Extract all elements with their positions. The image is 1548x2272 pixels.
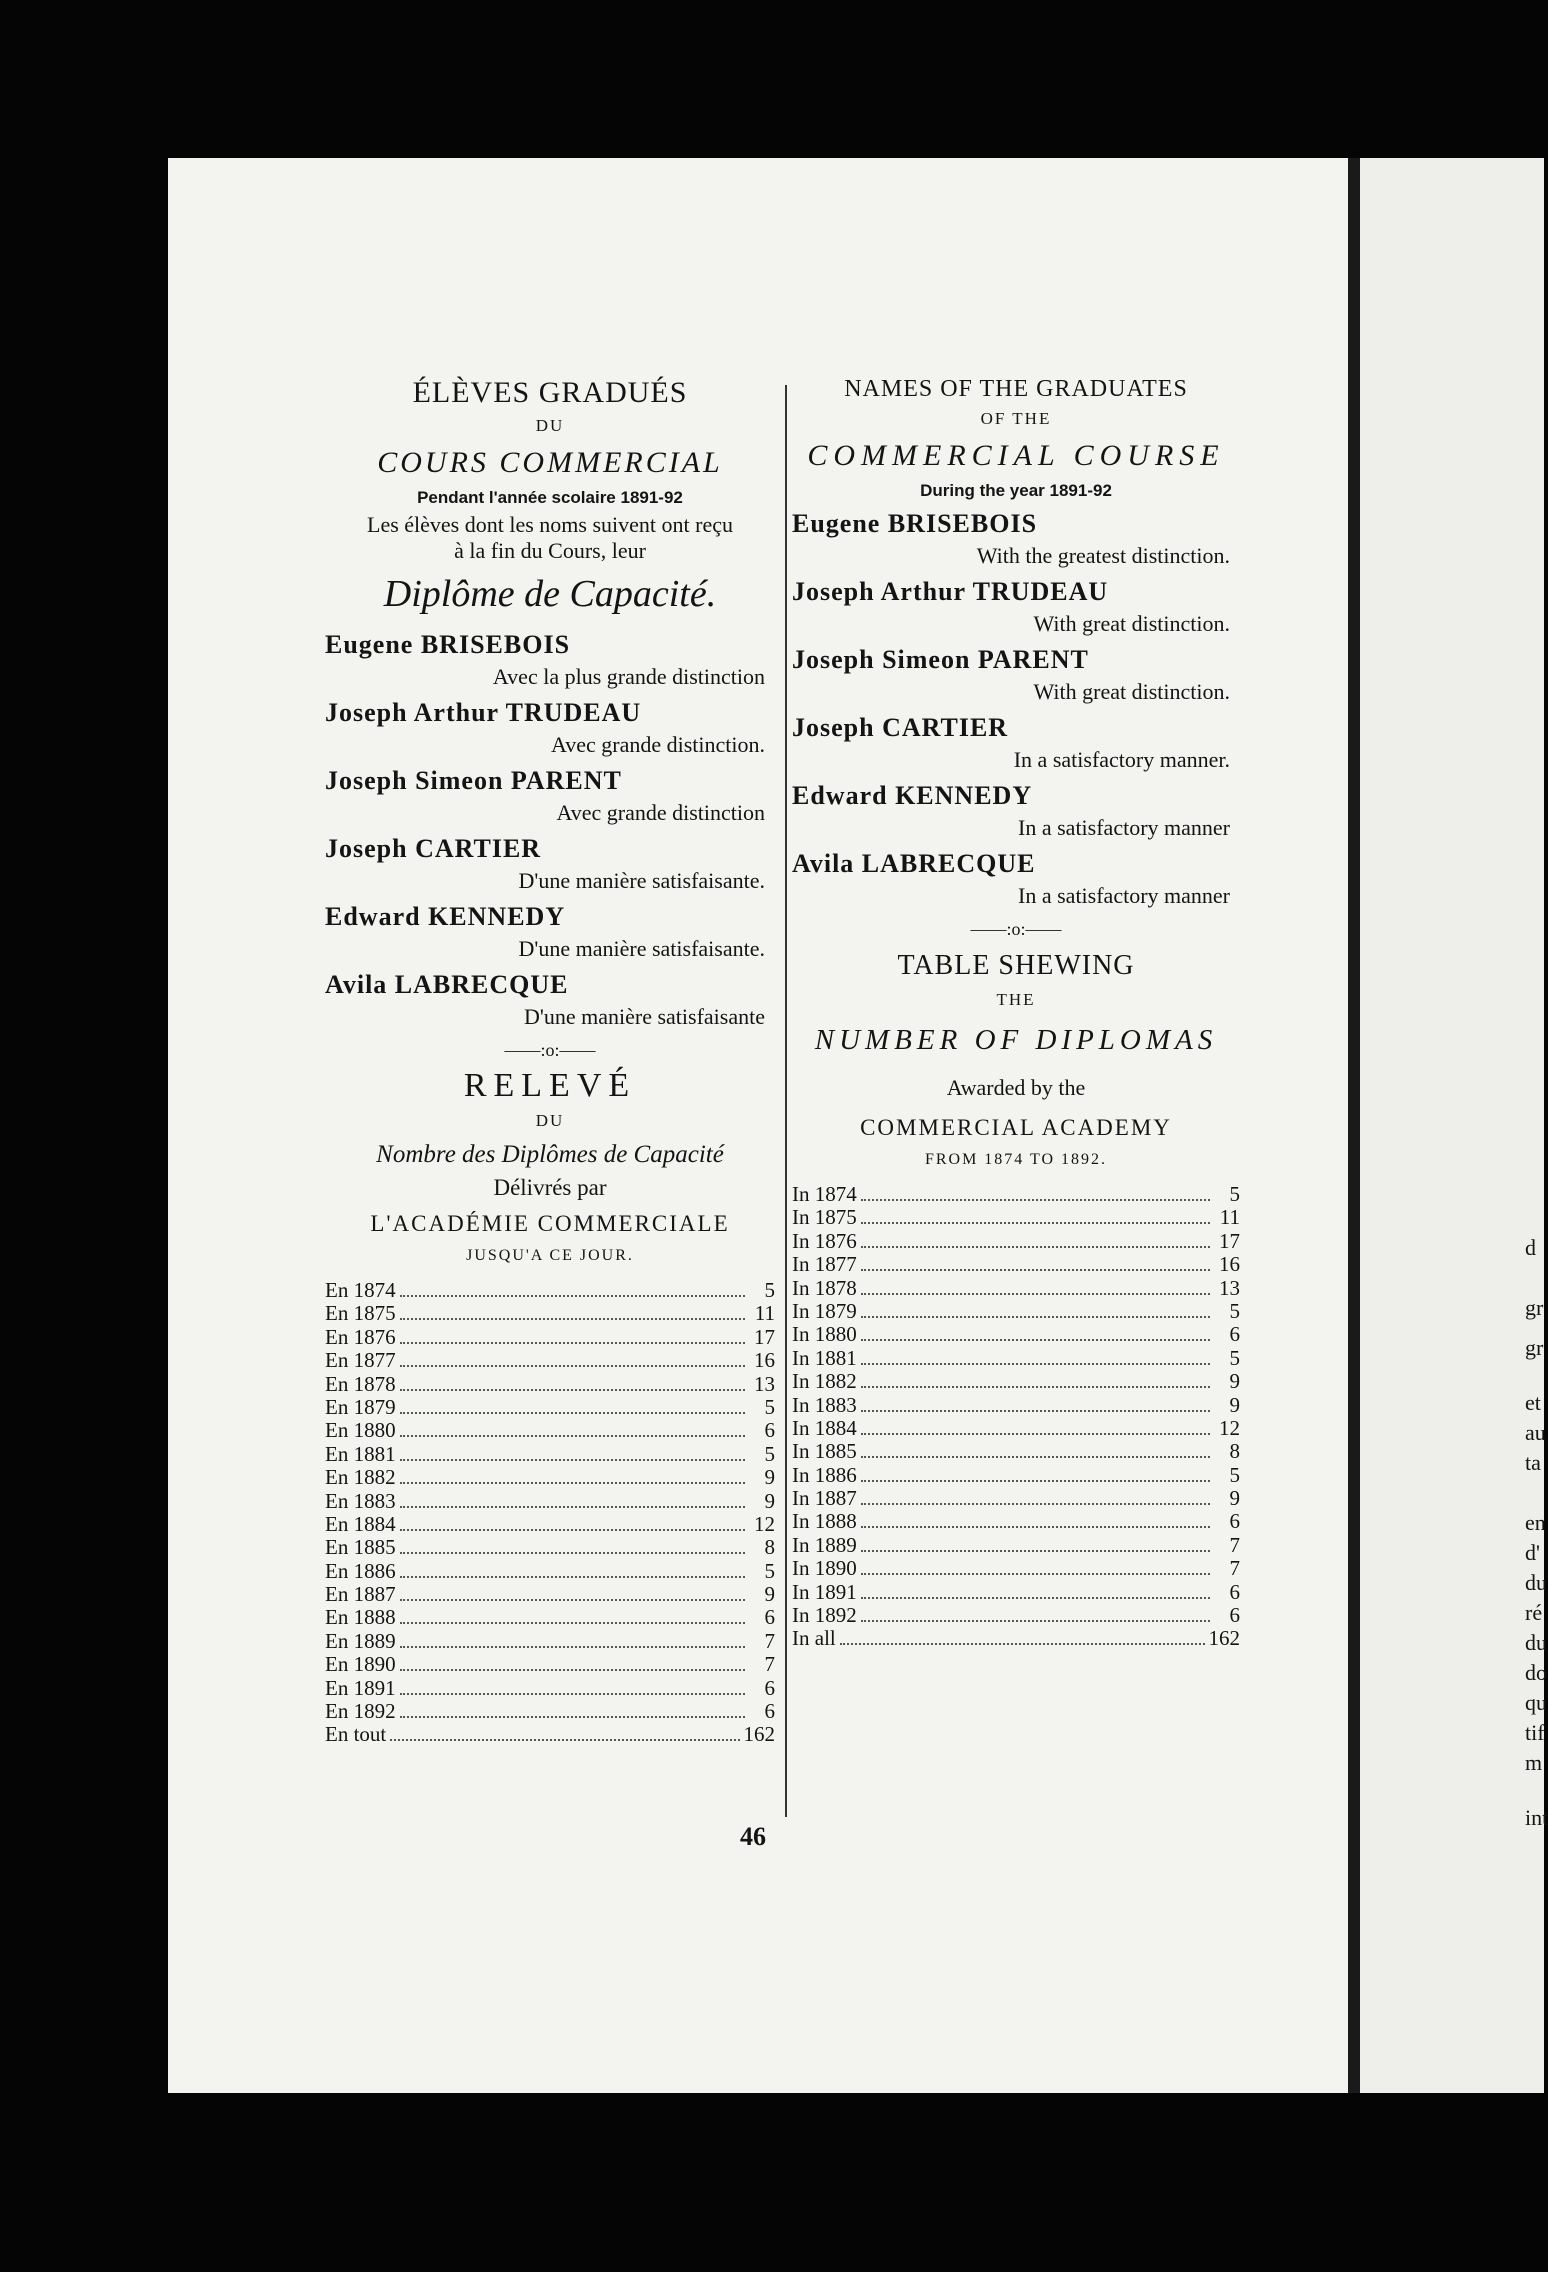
- graduate-entry: [325, 834, 775, 894]
- leader-dots: [861, 1550, 1210, 1552]
- table-row: [325, 1630, 775, 1653]
- leader-dots: [861, 1199, 1210, 1201]
- section-separator: ——:o:——: [504, 1040, 596, 1060]
- table-row: [325, 1279, 775, 1302]
- row-count: 8: [1229, 1439, 1240, 1464]
- row-count: 9: [764, 1488, 775, 1513]
- english-course-title: COMMERCIAL COURSE: [807, 439, 1225, 472]
- table-row: [792, 1604, 1240, 1627]
- table-row: [325, 1443, 775, 1466]
- row-count: 6: [1229, 1579, 1240, 1604]
- row-label: En 1892: [325, 1699, 396, 1724]
- row-label: En tout: [325, 1722, 387, 1747]
- english-column: [792, 368, 1240, 1651]
- graduate-entry: [325, 698, 775, 758]
- row-count: 9: [1229, 1369, 1240, 1394]
- row-label: In 1884: [792, 1415, 857, 1440]
- row-count: 7: [764, 1652, 775, 1677]
- row-count: 16: [754, 1348, 775, 1373]
- row-label: In 1887: [792, 1486, 857, 1511]
- leader-dots: [861, 1410, 1210, 1412]
- table-row: [792, 1417, 1240, 1440]
- row-count: 9: [764, 1465, 775, 1490]
- leader-dots: [861, 1339, 1210, 1341]
- graduate-entry: [325, 902, 775, 962]
- table-row: [792, 1277, 1240, 1300]
- awarded-by: Awarded by the: [946, 1075, 1086, 1100]
- graduate-name: Joseph Arthur TRUDEAU: [325, 698, 642, 727]
- table-row: [325, 1490, 775, 1513]
- row-label: In 1880: [792, 1322, 857, 1347]
- row-count: 5: [1229, 1462, 1240, 1487]
- releve-du: DU: [535, 1111, 565, 1130]
- graduate-mention: With great distinction.: [1033, 679, 1230, 704]
- graduate-mention: In a satisfactory manner: [1018, 883, 1230, 908]
- row-count: 6: [1229, 1322, 1240, 1347]
- row-count: 5: [764, 1394, 775, 1419]
- english-graduate-list: [792, 509, 1240, 909]
- leader-dots: [400, 1646, 745, 1648]
- leader-dots: [400, 1435, 745, 1437]
- row-label: In 1890: [792, 1556, 857, 1581]
- graduate-entry: [792, 509, 1240, 569]
- table-row: [792, 1464, 1240, 1487]
- leader-dots: [861, 1480, 1210, 1482]
- row-count: 7: [1229, 1556, 1240, 1581]
- row-count: 13: [754, 1371, 775, 1396]
- graduate-entry: [325, 970, 775, 1030]
- next-page-fragment: int: [1525, 1805, 1548, 1830]
- academy-title: COMMERCIAL ACADEMY: [860, 1115, 1172, 1140]
- row-label: En 1890: [325, 1652, 396, 1677]
- row-count: 12: [1219, 1415, 1240, 1440]
- next-page-fragment: ta: [1525, 1450, 1541, 1475]
- row-count: 7: [764, 1628, 775, 1653]
- row-label: En 1880: [325, 1418, 396, 1443]
- leader-dots: [861, 1526, 1210, 1528]
- graduate-mention: With great distinction.: [1033, 611, 1230, 636]
- row-label: In 1889: [792, 1532, 857, 1557]
- row-label: In 1891: [792, 1579, 857, 1604]
- french-column: [325, 368, 775, 1747]
- french-title: ÉLÈVES GRADUÉS: [412, 376, 688, 409]
- row-label: En 1876: [325, 1324, 396, 1349]
- next-page-fragment: d': [1525, 1540, 1540, 1565]
- graduate-mention: Avec grande distinction: [556, 800, 765, 825]
- table-row: [325, 1349, 775, 1372]
- leader-dots: [840, 1643, 1205, 1645]
- graduate-name: Joseph Simeon PARENT: [325, 766, 622, 795]
- graduate-mention: Avec la plus grande distinction: [492, 664, 765, 689]
- row-count: 6: [764, 1699, 775, 1724]
- french-note-line1: Les élèves dont les noms suivent ont reçu: [367, 512, 733, 537]
- jusqua-ce-jour: JUSQU'A CE JOUR.: [466, 1247, 634, 1264]
- row-label: In 1892: [792, 1603, 857, 1628]
- table-row: [325, 1560, 775, 1583]
- row-label: In 1875: [792, 1205, 857, 1230]
- row-label: En 1875: [325, 1301, 396, 1326]
- leader-dots: [861, 1293, 1210, 1295]
- leader-dots: [861, 1620, 1210, 1622]
- table-shewing-title: TABLE SHEWING: [897, 950, 1135, 981]
- leader-dots: [400, 1412, 745, 1414]
- leader-dots: [400, 1459, 745, 1461]
- graduate-mention: In a satisfactory manner.: [1013, 747, 1230, 772]
- row-label: En 1882: [325, 1465, 396, 1490]
- row-count: 17: [754, 1324, 775, 1349]
- graduate-name: Joseph Arthur TRUDEAU: [792, 577, 1109, 606]
- leader-dots: [400, 1295, 745, 1297]
- page-fold: [1348, 158, 1360, 2093]
- next-page-edge: [1360, 158, 1548, 2093]
- next-page-fragment: du: [1525, 1570, 1547, 1595]
- delivres-par: Délivrés par: [493, 1175, 607, 1200]
- row-label: En 1878: [325, 1371, 396, 1396]
- french-course-title: COURS COMMERCIAL: [377, 446, 723, 479]
- table-row: [325, 1466, 775, 1489]
- english-of-the: OF THE: [980, 409, 1052, 428]
- graduate-name: Avila LABRECQUE: [325, 970, 569, 999]
- leader-dots: [861, 1316, 1210, 1318]
- leader-dots: [861, 1246, 1210, 1248]
- leader-dots: [400, 1552, 745, 1554]
- row-count: 11: [754, 1301, 775, 1326]
- table-row: [325, 1536, 775, 1559]
- row-label: En 1891: [325, 1675, 396, 1700]
- table-row: [325, 1700, 775, 1723]
- row-label: En 1879: [325, 1394, 396, 1419]
- graduate-name: Joseph CARTIER: [792, 713, 1009, 742]
- row-label: En 1887: [325, 1582, 396, 1607]
- row-label: In 1877: [792, 1252, 857, 1277]
- table-row: [792, 1487, 1240, 1510]
- row-count: 12: [754, 1511, 775, 1536]
- next-page-fragment: d: [1525, 1235, 1536, 1260]
- leader-dots: [400, 1576, 745, 1578]
- graduate-name: Eugene BRISEBOIS: [325, 630, 571, 659]
- row-label: En 1877: [325, 1348, 396, 1373]
- graduate-mention: D'une manière satisfaisante.: [518, 868, 765, 893]
- table-row: [792, 1534, 1240, 1557]
- next-page-fragment: do: [1525, 1660, 1547, 1685]
- leader-dots: [861, 1222, 1210, 1224]
- table-row: [325, 1373, 775, 1396]
- row-count: 5: [764, 1441, 775, 1466]
- english-year: During the year 1891-92: [920, 481, 1112, 500]
- the-label: THE: [996, 990, 1036, 1009]
- leader-dots: [390, 1739, 739, 1741]
- next-page-fragment: du: [1525, 1630, 1547, 1655]
- leader-dots: [400, 1669, 745, 1671]
- row-label: En 1874: [325, 1278, 396, 1302]
- from-years: FROM 1874 TO 1892.: [924, 1151, 1108, 1168]
- graduate-name: Eugene BRISEBOIS: [792, 509, 1038, 538]
- row-label: In 1876: [792, 1228, 857, 1253]
- nombre-title: Nombre des Diplômes de Capacité: [376, 1141, 724, 1168]
- next-page-fragment: gr: [1525, 1295, 1544, 1320]
- row-count: 6: [1229, 1603, 1240, 1628]
- academie-title: L'ACADÉMIE COMMERCIALE: [370, 1211, 730, 1236]
- leader-dots: [400, 1529, 745, 1531]
- table-row: [325, 1723, 775, 1746]
- french-diploma-title: Diplôme de Capacité.: [383, 573, 717, 615]
- graduate-name: Avila LABRECQUE: [792, 849, 1036, 878]
- leader-dots: [861, 1386, 1210, 1388]
- row-count: 7: [1229, 1532, 1240, 1557]
- row-count: 6: [764, 1675, 775, 1700]
- leader-dots: [861, 1269, 1210, 1271]
- leader-dots: [400, 1716, 745, 1718]
- leader-dots: [400, 1506, 745, 1508]
- row-label: In 1874: [792, 1182, 857, 1206]
- table-row: [325, 1396, 775, 1419]
- graduate-name: Edward KENNEDY: [325, 902, 566, 931]
- leader-dots: [861, 1503, 1210, 1505]
- row-count: 9: [764, 1582, 775, 1607]
- table-row: [325, 1583, 775, 1606]
- row-label: En 1884: [325, 1511, 396, 1536]
- leader-dots: [400, 1318, 745, 1320]
- graduate-mention: With the greatest distinction.: [976, 543, 1230, 568]
- row-label: In all: [792, 1626, 836, 1651]
- releve-title: RELEVÉ: [463, 1067, 637, 1104]
- row-count: 6: [1229, 1509, 1240, 1534]
- leader-dots: [400, 1342, 745, 1344]
- section-separator: ——:o:——: [970, 919, 1062, 939]
- graduate-entry: [325, 630, 775, 690]
- row-label: In 1883: [792, 1392, 857, 1417]
- row-count: 17: [1219, 1228, 1240, 1253]
- table-row: [792, 1206, 1240, 1229]
- row-label: En 1886: [325, 1558, 396, 1583]
- leader-dots: [400, 1482, 745, 1484]
- row-count: 5: [1229, 1298, 1240, 1323]
- french-year: Pendant l'année scolaire 1891-92: [417, 488, 683, 507]
- french-graduate-list: [325, 630, 775, 1030]
- graduate-mention: D'une manière satisfaisante: [524, 1004, 765, 1029]
- row-label: In 1888: [792, 1509, 857, 1534]
- next-page-fragment: et: [1525, 1390, 1541, 1415]
- next-page-fragment: qu: [1525, 1690, 1547, 1715]
- table-row: [325, 1606, 775, 1629]
- table-row: [325, 1653, 775, 1676]
- french-note-line2: à la fin du Cours, leur: [454, 538, 646, 563]
- page-number: 46: [740, 1822, 766, 1851]
- next-page-fragment: tif: [1525, 1720, 1545, 1745]
- table-row: [792, 1253, 1240, 1276]
- leader-dots: [861, 1573, 1210, 1575]
- table-row: [792, 1230, 1240, 1253]
- number-of-diplomas-title: NUMBER OF DIPLOMAS: [814, 1024, 1218, 1056]
- row-count: 6: [764, 1418, 775, 1443]
- graduate-entry: [792, 713, 1240, 773]
- row-count: 5: [764, 1278, 775, 1302]
- row-count: 16: [1219, 1252, 1240, 1277]
- leader-dots: [400, 1622, 745, 1624]
- leader-dots: [861, 1456, 1210, 1458]
- english-diploma-table: [792, 1183, 1240, 1651]
- graduate-mention: In a satisfactory manner: [1018, 815, 1230, 840]
- french-diploma-table: [325, 1279, 775, 1747]
- leader-dots: [400, 1389, 745, 1391]
- graduate-entry: [325, 766, 775, 826]
- table-row: [792, 1557, 1240, 1580]
- row-count: 5: [1229, 1182, 1240, 1206]
- english-title: NAMES OF THE GRADUATES: [844, 376, 1188, 402]
- french-du: DU: [535, 416, 565, 435]
- leader-dots: [400, 1365, 745, 1367]
- next-page-fragment: gr: [1525, 1335, 1544, 1360]
- next-page-fragment: au: [1525, 1420, 1546, 1445]
- leader-dots: [861, 1363, 1210, 1365]
- table-row: [792, 1581, 1240, 1604]
- row-label: In 1885: [792, 1439, 857, 1464]
- leader-dots: [861, 1597, 1210, 1599]
- row-count: 6: [764, 1605, 775, 1630]
- row-label: En 1885: [325, 1535, 396, 1560]
- table-row: [792, 1627, 1240, 1650]
- row-label: In 1881: [792, 1345, 857, 1370]
- leader-dots: [861, 1433, 1210, 1435]
- graduate-name: Joseph Simeon PARENT: [792, 645, 1089, 674]
- row-label: En 1883: [325, 1488, 396, 1513]
- table-row: [325, 1326, 775, 1349]
- leader-dots: [400, 1599, 745, 1601]
- row-label: En 1881: [325, 1441, 396, 1466]
- row-count: 9: [1229, 1486, 1240, 1511]
- graduate-mention: Avec grande distinction.: [550, 732, 765, 757]
- next-page-fragment: ré: [1525, 1600, 1543, 1625]
- leader-dots: [400, 1693, 745, 1695]
- row-label: In 1878: [792, 1275, 857, 1300]
- column-divider: [785, 385, 787, 1817]
- table-row: [792, 1510, 1240, 1533]
- graduate-entry: [792, 645, 1240, 705]
- row-count: 5: [1229, 1345, 1240, 1370]
- table-row: [792, 1300, 1240, 1323]
- graduate-name: Joseph CARTIER: [325, 834, 542, 863]
- graduate-entry: [792, 849, 1240, 909]
- table-row: [792, 1394, 1240, 1417]
- row-label: En 1889: [325, 1628, 396, 1653]
- row-label: In 1879: [792, 1298, 857, 1323]
- table-row: [792, 1370, 1240, 1393]
- next-page-fragment: en: [1525, 1510, 1546, 1535]
- row-count: 8: [764, 1535, 775, 1560]
- graduate-entry: [792, 577, 1240, 637]
- table-row: [325, 1419, 775, 1442]
- table-row: [792, 1323, 1240, 1346]
- graduate-mention: D'une manière satisfaisante.: [518, 936, 765, 961]
- table-row: [792, 1440, 1240, 1463]
- row-label: In 1886: [792, 1462, 857, 1487]
- row-count: 5: [764, 1558, 775, 1583]
- table-row: [792, 1183, 1240, 1206]
- row-label: In 1882: [792, 1369, 857, 1394]
- table-row: [325, 1302, 775, 1325]
- row-count: 162: [743, 1722, 775, 1747]
- table-row: [325, 1677, 775, 1700]
- graduate-entry: [792, 781, 1240, 841]
- table-row: [792, 1347, 1240, 1370]
- row-count: 11: [1219, 1205, 1240, 1230]
- next-page-fragment: m: [1525, 1750, 1543, 1775]
- row-count: 9: [1229, 1392, 1240, 1417]
- row-label: En 1888: [325, 1605, 396, 1630]
- graduate-name: Edward KENNEDY: [792, 781, 1033, 810]
- table-row: [325, 1513, 775, 1536]
- row-count: 13: [1219, 1275, 1240, 1300]
- row-count: 162: [1208, 1626, 1240, 1651]
